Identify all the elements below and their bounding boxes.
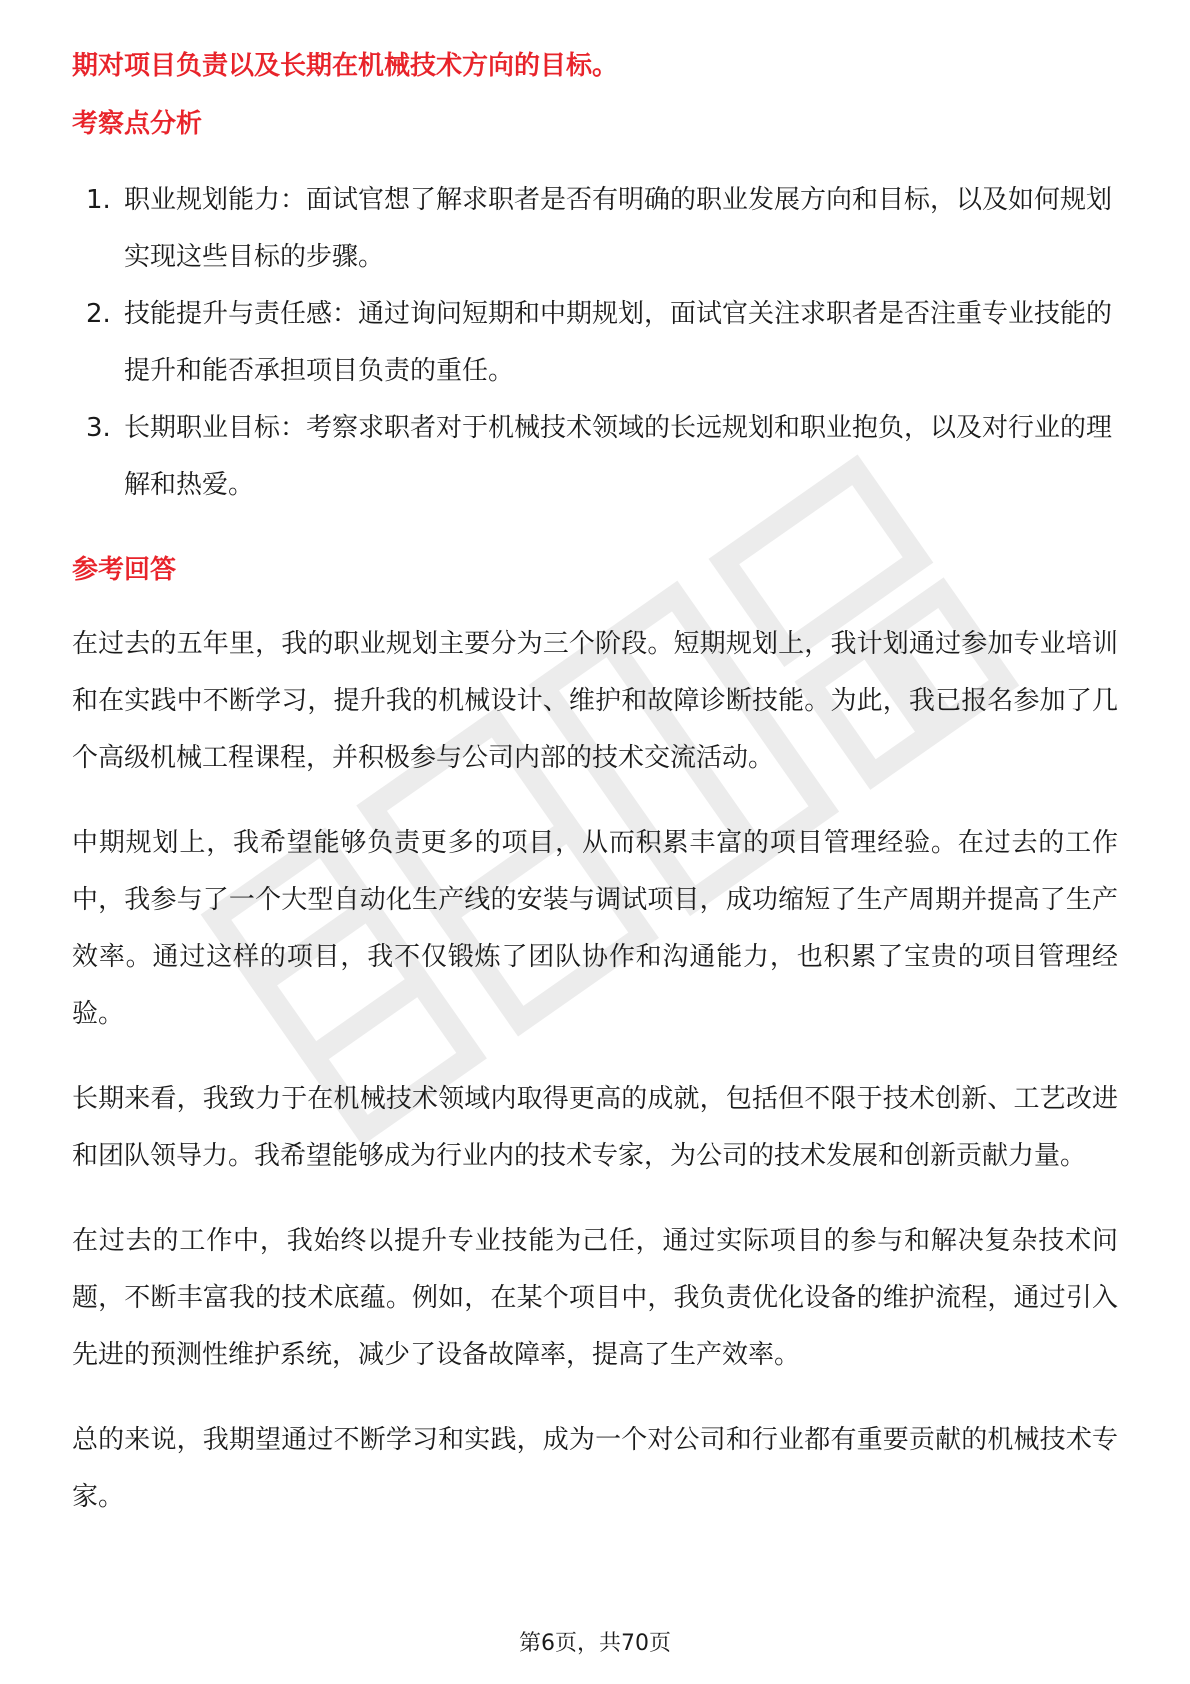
list-item [72,286,1118,400]
analysis-list [72,172,1118,514]
intro-line: 期对项目负责以及长期在机械技术方向的目标。 [72,51,619,81]
answer-paragraph: 长期来看，我致力于在机械技术领域内取得更高的成就，包括但不限于技术创新、工艺改进和团队领导力。我希望能够成为行业内的技术专家，为公司的技术发展和创新贡献力量。 [72,1084,1118,1171]
answer-heading: 参考回答 [72,555,177,585]
content-area [72,48,1118,1526]
list-item [72,172,1118,286]
answer-paragraph: 总的来说，我期望通过不断学习和实践，成为一个对公司和行业都有重要贡献的机械技术专家。 [72,1425,1118,1512]
answer-paragraph: 中期规划上，我希望能够负责更多的项目，从而积累丰富的项目管理经验。在过去的工作中，我参与了一个大型自动化生产线的安装与调试项目，成功缩短了生产周期并提高了生产效率。通过这样的项目，我不仅锻炼了团队协作和沟通能力，也积累了宝贵的项目管理经验。 [72,828,1118,1029]
list-item [72,400,1118,514]
analysis-heading: 考察点分析 [72,109,203,139]
answer-paragraph: 在过去的工作中，我始终以提升专业技能为己任，通过实际项目的参与和解决复杂技术问题，不断丰富我的技术底蕴。例如，在某个项目中，我负责优化设备的维护流程，通过引入先进的预测性维护系统，减少了设备故障率，提高了生产效率。 [72,1226,1118,1370]
answer-paragraph: 在过去的五年里，我的职业规划主要分为三个阶段。短期规划上，我计划通过参加专业培训和在实践中不断学习，提升我的机械设计、维护和故障诊断技能。为此，我已报名参加了几个高级机械工程课程，并积极参与公司内部的技术交流活动。 [72,629,1118,773]
list-item-number: 2. [86,299,111,329]
list-item-text: 技能提升与责任感：通过询问短期和中期规划，面试官关注求职者是否注重专业技能的提升和能否承担项目负责的重任。 [124,299,1113,386]
list-item-text: 职业规划能力：面试官想了解求职者是否有明确的职业发展方向和目标，以及如何规划实现这些目标的步骤。 [124,185,1113,272]
list-item-text: 长期职业目标：考察求职者对于机械技术领域的长远规划和职业抱负，以及对行业的理解和热爱。 [124,413,1113,500]
page-number-footer: 第6页，共70页 [519,1631,671,1656]
list-item-number: 3. [86,413,111,443]
list-item-number: 1. [86,185,111,215]
